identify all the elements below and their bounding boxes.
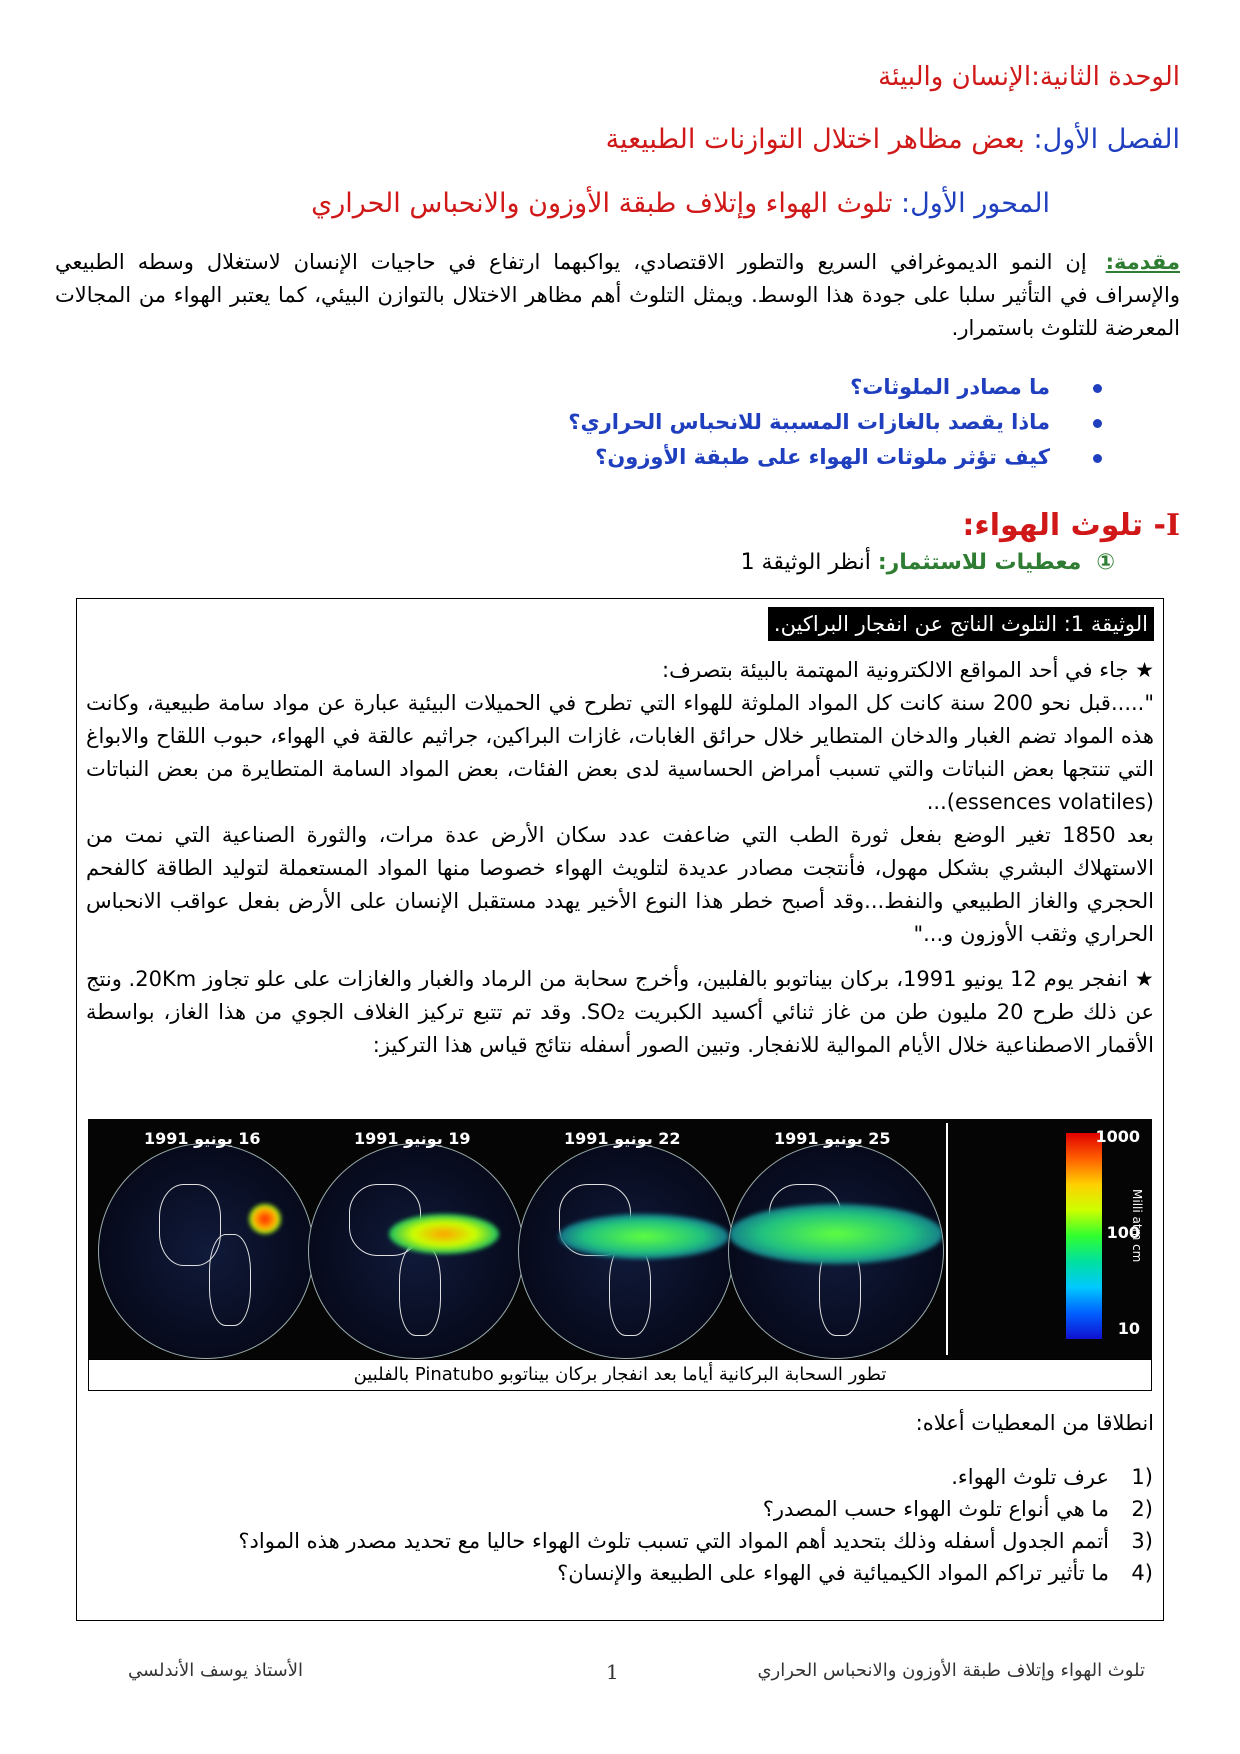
document-title: الوثيقة 1: التلوث الناتج عن انفجار البراكين.: [768, 607, 1154, 641]
globe-image: [728, 1143, 944, 1359]
figure-caption: تطور السحابة البركانية أياما بعد انفجار بركان بيناتوبو Pinatubo بالفلبين: [88, 1359, 1152, 1391]
color-scale: [1066, 1133, 1102, 1339]
unit-label: الوحدة الثانية:: [1031, 62, 1180, 92]
task-list: [238, 1461, 1153, 1589]
task-item: (1عرف تلوث الهواء.: [951, 1465, 1153, 1489]
bullet-icon: [1093, 454, 1102, 463]
task-item: (4ما تأثير تراكم المواد الكيميائية في الهواء على الطبيعة والإنسان؟: [557, 1561, 1153, 1585]
page-number: 1: [606, 1660, 619, 1684]
axis-label: المحور الأول:: [901, 188, 1050, 219]
scale-unit: Milli atm cm: [1130, 1189, 1144, 1263]
doc-para-2: ".....قبل نحو 200 سنة كانت كل المواد الملوثة للهواء التي تطرح في الحميلات البيئية عبارة عن مواد سامة طبيعية، وكانت هذه المواد تضم الغبار والدخان المتطاير خلال حرائق الغابات، غازات البراكين، جراثيم عالقة في الهواء، حبوب اللقاح والابواغ التي تنتجها بعض النباتات والتي تسبب أمراض الحساسية لدى بعض الفئات، بعض المواد السامة المتطايرة من بعض النباتات (essences volatiles)...: [86, 691, 1155, 814]
date-label: 19 يونيو 1991: [354, 1129, 471, 1148]
question-item: ماذا يقصد بالغازات المسببة للانحباس الحراري؟: [568, 405, 1050, 440]
chapter-heading: [606, 124, 1180, 155]
axis-title: تلوث الهواء وإتلاف طبقة الأوزون والانحباس الحراري: [311, 188, 893, 219]
axis-heading: [311, 188, 1050, 219]
bullet-icon: [1093, 384, 1102, 393]
date-label: 22 يونيو 1991: [564, 1129, 681, 1148]
doc-para-4: ★ انفجر يوم 12 يونيو 1991، بركان بيناتوبو بالفلبين، وأخرج سحابة من الرماد والغبار والغازات على علو تجاوز 20Km. ونتج عن ذلك طرح 20 مليون طن من غاز ثنائي أكسيد الكبريت SO₂. وقد تم تتبع تركيز الغلاف الجوي من هذا الغاز، بواسطة الأقمار الاصطناعية خلال الأيام الموالية للانفجار. وتبين الصور أسفله نتائج قياس هذا التركيز:: [86, 967, 1155, 1057]
doc-para-1: ★ جاء في أحد المواقع الالكترونية المهتمة بالبيئة بتصرف:: [662, 658, 1154, 682]
chapter-label: الفصل الأول:: [1033, 124, 1180, 155]
document-box: [76, 598, 1164, 1621]
subsection-ref: أنظر الوثيقة 1: [740, 550, 871, 575]
unit-heading: [878, 62, 1180, 92]
document-text: [86, 654, 1154, 1062]
scale-mid: 100: [1106, 1223, 1140, 1242]
guiding-questions: [568, 370, 1050, 475]
intro-text: إن النمو الديموغرافي السريع والتطور الاقتصادي، يواكبهما ارتفاع في حاجيات الإنسان لاستغلال وسطه الطبيعي والإسراف في التأثير سلبا على جودة هذا الوسط. ويمثل التلوث أهم مظاهر الاختلال بالتوازن البيئي، كما يعتبر الهواء من المجالات المعرضة للتلوث باستمرار.: [55, 250, 1180, 340]
section-title: - تلوث الهواء:: [962, 508, 1166, 543]
globe-image: [98, 1143, 314, 1359]
intro-lead: مقدمة:: [1105, 250, 1180, 274]
chapter-title: بعض مظاهر اختلال التوازنات الطبيعية: [605, 124, 1025, 155]
bullet-icon: [1093, 419, 1102, 428]
unit-title: الإنسان والبيئة: [878, 62, 1032, 92]
task-intro: انطلاقا من المعطيات أعلاه:: [915, 1411, 1154, 1435]
doc-para-3: بعد 1850 تغير الوضع بفعل ثورة الطب التي ضاعفت عدد سكان الأرض عدة مرات، والثورة الصناعية التي نمت من الاستهلاك البشري بشكل مهول، فأنتجت مصادر عديدة لتلويث الهواء خصوصا منها المواد المستعملة لتوليد الطاقة كالفحم الحجري والغاز الطبيعي والنفط...وقد أصبح خطر هذا النوع الأخير يهدد مستقبل الإنسان على الأرض بفعل عواقب الانحباس الحراري وثقب الأوزون و...": [86, 823, 1154, 946]
question-item: ما مصادر الملوثات؟: [568, 370, 1050, 405]
section-number: I: [1165, 508, 1180, 543]
subsection-title: معطيات للاستثمار:: [877, 550, 1082, 575]
satellite-figure: [88, 1119, 1152, 1359]
subsection-number: ①: [1096, 550, 1115, 575]
question-item: كيف تؤثر ملوثات الهواء على طبقة الأوزون؟: [568, 440, 1050, 475]
intro-paragraph: [55, 246, 1180, 345]
section-heading: [962, 508, 1180, 543]
date-label: 16 يونيو 1991: [144, 1129, 261, 1148]
scale-max: 1000: [1095, 1127, 1140, 1146]
scale-min: 10: [1117, 1319, 1140, 1338]
footer-author: الأستاذ يوسف الأندلسي: [128, 1660, 304, 1681]
task-item: (2ما هي أنواع تلوث الهواء حسب المصدر؟: [762, 1497, 1153, 1521]
footer-title: تلوث الهواء وإتلاف طبقة الأوزون والانحباس الحراري: [757, 1660, 1145, 1681]
globe-image: [308, 1143, 524, 1359]
date-label: 25 يونيو 1991: [774, 1129, 891, 1148]
globe-image: [518, 1143, 734, 1359]
figure-divider: [946, 1123, 948, 1355]
task-item: (3أتمم الجدول أسفله وذلك بتحديد أهم المواد التي تسبب تلوث الهواء حاليا مع تحديد مصدر هذه المواد؟: [238, 1529, 1153, 1553]
subsection-heading: [741, 550, 1115, 575]
